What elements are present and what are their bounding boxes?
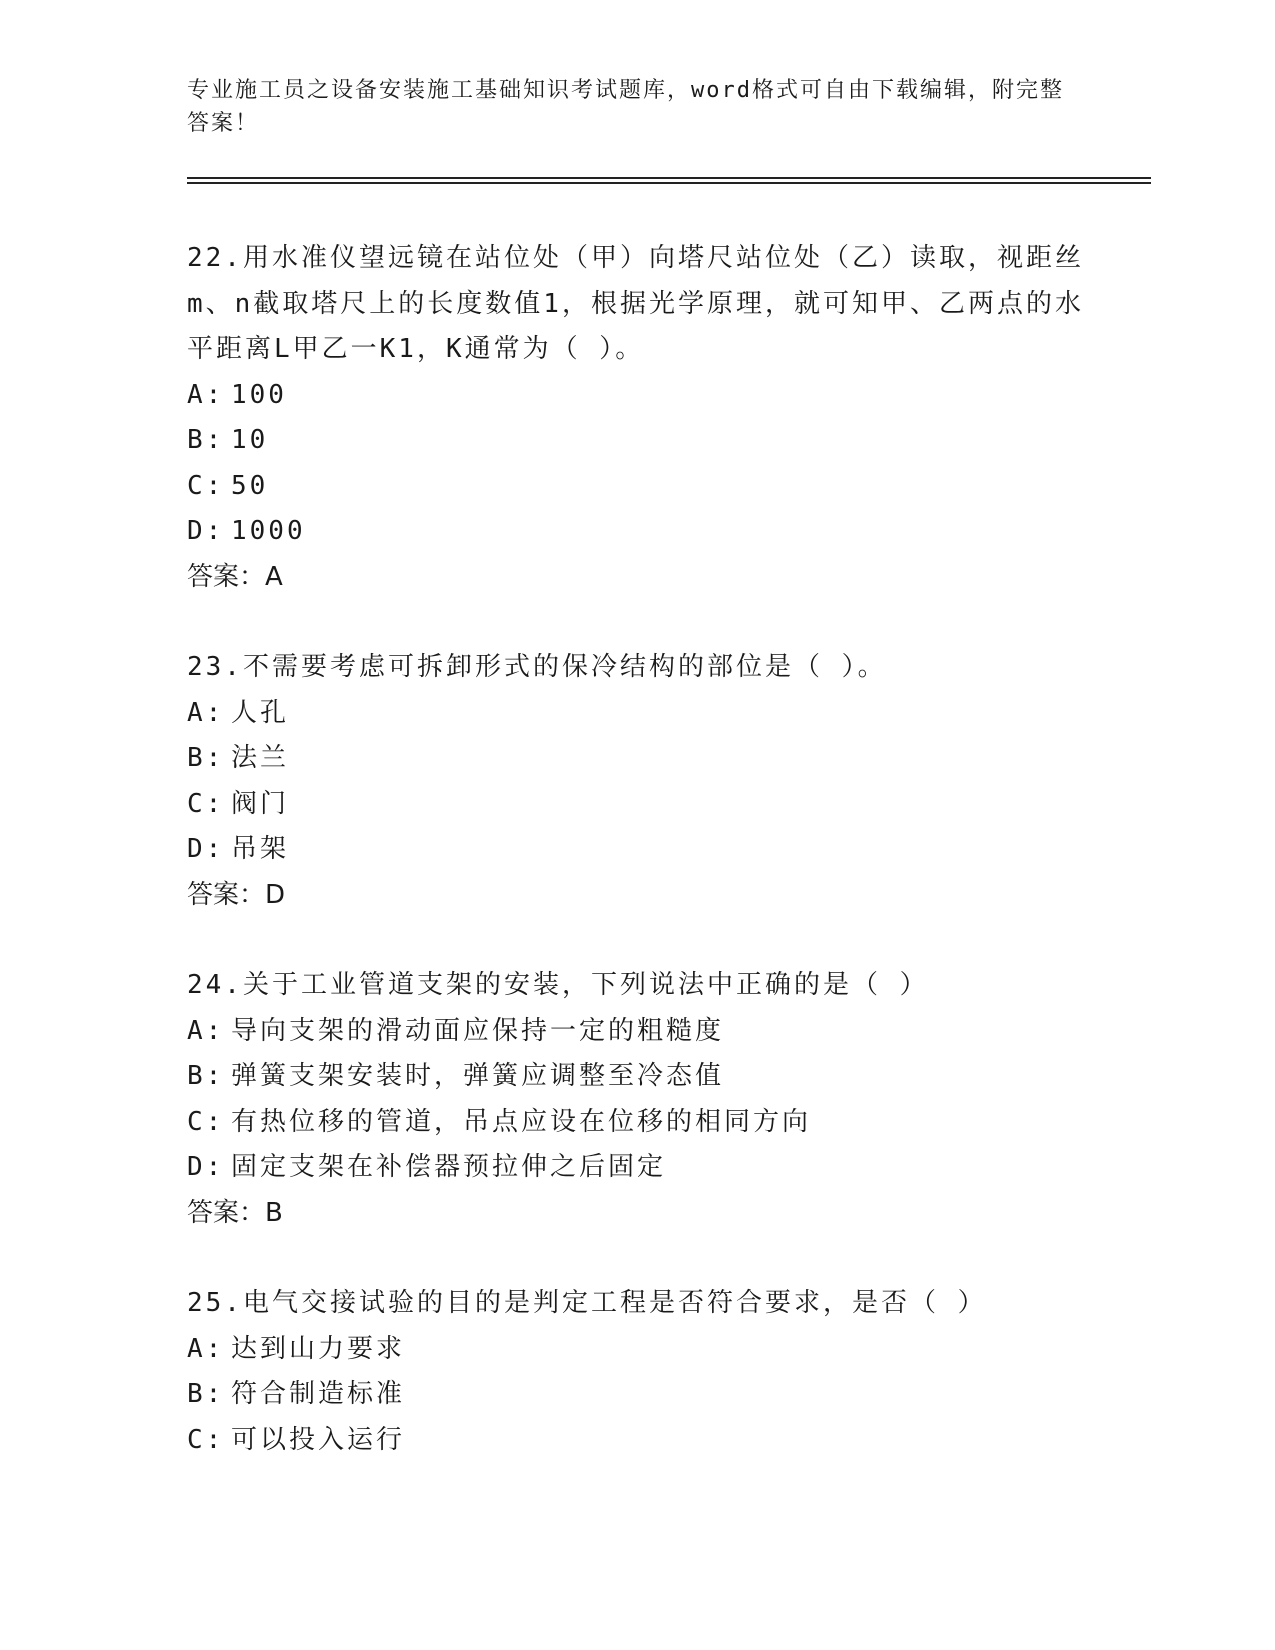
answer-line: 答案：D bbox=[187, 879, 286, 910]
option-c bbox=[187, 464, 1087, 510]
option-key: C: bbox=[187, 470, 225, 501]
option-text: 法兰 bbox=[231, 743, 290, 773]
question-22 bbox=[187, 236, 1087, 600]
option-key: B: bbox=[187, 1061, 225, 1091]
option-text: 符合制造标准 bbox=[231, 1379, 406, 1409]
header-title: 专业施工员之设备安装施工基础知识考试题库，word格式可自由下载编辑，附完整答案！ bbox=[187, 78, 1064, 136]
option-c bbox=[187, 782, 1087, 828]
option-b bbox=[187, 736, 1087, 782]
answer-line: 答案：B bbox=[187, 1197, 283, 1228]
option-key: B: bbox=[187, 743, 225, 773]
question-spacer bbox=[187, 600, 1087, 645]
option-text: 50 bbox=[231, 470, 269, 501]
question-list bbox=[187, 236, 1087, 1463]
option-text: 10 bbox=[231, 425, 269, 455]
option-b bbox=[187, 418, 1087, 464]
option-c bbox=[187, 1418, 1087, 1464]
option-text: 固定支架在补偿器预拉伸之后固定 bbox=[231, 1152, 667, 1182]
header-divider-bottom bbox=[187, 182, 1151, 184]
option-text: 达到山力要求 bbox=[231, 1333, 406, 1364]
option-key: A: bbox=[187, 1015, 225, 1046]
option-b bbox=[187, 1372, 1087, 1418]
option-a bbox=[187, 1009, 1087, 1055]
question-stem: 24.关于工业管道支架的安装，下列说法中正确的是（ ） bbox=[187, 970, 929, 1000]
option-text: 1000 bbox=[231, 516, 306, 546]
option-a bbox=[187, 691, 1087, 737]
option-text: 可以投入运行 bbox=[231, 1424, 406, 1455]
option-key: C: bbox=[187, 1424, 225, 1455]
option-a bbox=[187, 373, 1087, 419]
question-stem: 23.不需要考虑可拆卸形式的保冷结构的部位是（ ）。 bbox=[187, 652, 887, 682]
option-key: C: bbox=[187, 1106, 225, 1137]
option-a bbox=[187, 1327, 1087, 1373]
option-text: 人孔 bbox=[231, 697, 290, 728]
question-spacer bbox=[187, 918, 1087, 963]
answer-line: 答案：A bbox=[187, 561, 283, 592]
question-25 bbox=[187, 1281, 1087, 1463]
option-key: A: bbox=[187, 697, 225, 728]
option-d bbox=[187, 1145, 1087, 1191]
option-d bbox=[187, 509, 1087, 555]
question-stem: 25.电气交接试验的目的是判定工程是否符合要求，是否（ ） bbox=[187, 1288, 987, 1318]
question-23 bbox=[187, 645, 1087, 918]
option-text: 导向支架的滑动面应保持一定的粗糙度 bbox=[231, 1015, 725, 1046]
option-c bbox=[187, 1100, 1087, 1146]
option-text: 弹簧支架安装时，弹簧应调整至冷态值 bbox=[231, 1061, 725, 1091]
option-text: 阀门 bbox=[231, 788, 290, 819]
option-text: 有热位移的管道，吊点应设在位移的相同方向 bbox=[231, 1106, 812, 1137]
option-key: B: bbox=[187, 425, 225, 455]
option-key: B: bbox=[187, 1379, 225, 1409]
option-key: D: bbox=[187, 516, 225, 546]
option-b bbox=[187, 1054, 1087, 1100]
option-d bbox=[187, 827, 1087, 873]
document-header bbox=[187, 74, 1067, 140]
option-key: A: bbox=[187, 1333, 225, 1364]
question-24 bbox=[187, 963, 1087, 1236]
question-spacer bbox=[187, 1236, 1087, 1281]
option-key: D: bbox=[187, 1152, 225, 1182]
header-divider-top bbox=[187, 177, 1151, 179]
option-text: 100 bbox=[231, 379, 287, 410]
option-text: 吊架 bbox=[231, 834, 290, 864]
option-key: C: bbox=[187, 788, 225, 819]
option-key: A: bbox=[187, 379, 225, 410]
question-stem: 22.用水准仪望远镜在站位处（甲）向塔尺站位处（乙）读取，视距丝m、n截取塔尺上的长度数值1，根据光学原理，就可知甲、乙两点的水平距离L甲乙一K1，K通常为（ ）。 bbox=[187, 243, 1084, 364]
option-key: D: bbox=[187, 834, 225, 864]
